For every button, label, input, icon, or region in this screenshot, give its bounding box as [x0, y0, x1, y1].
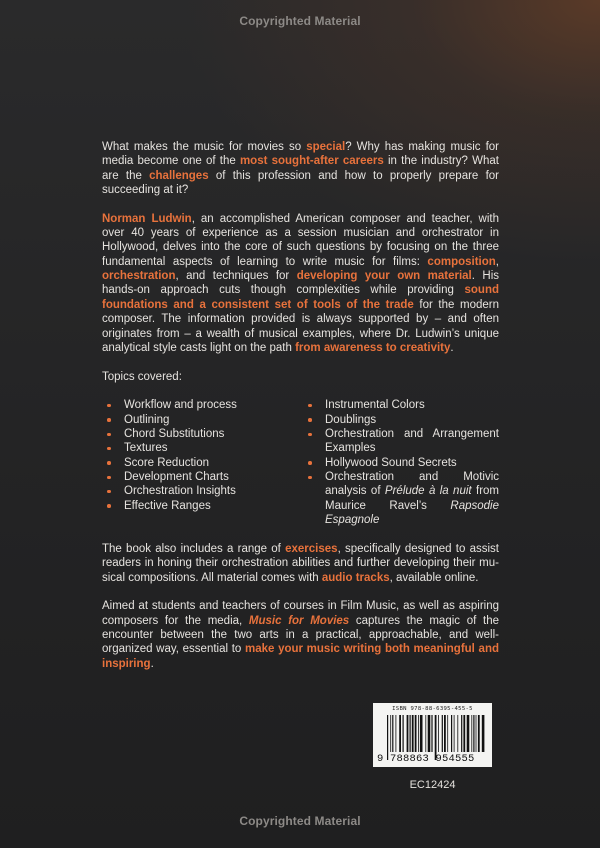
barcode-bar	[463, 715, 465, 752]
barcode-bar	[425, 715, 426, 752]
topic-item	[102, 456, 303, 470]
isbn-label: ISBN 978-88-6395-455-5	[392, 706, 473, 712]
bullet-icon	[107, 418, 111, 422]
topic-item	[102, 413, 303, 427]
text-segment: Outlining	[124, 413, 170, 426]
bullet-icon	[107, 404, 111, 408]
topics-column-right	[303, 398, 499, 527]
highlighted-text: orchestration	[102, 270, 176, 283]
back-cover-text	[102, 140, 499, 685]
highlighted-text: audio tracks	[321, 571, 390, 584]
topic-item	[102, 398, 303, 412]
topic-item	[102, 441, 303, 455]
barcode-bar	[410, 715, 411, 752]
highlighted-text: from awareness to creativity	[295, 341, 451, 354]
barcode-bar	[447, 715, 448, 752]
highlighted-text: exercises	[285, 542, 338, 555]
bullet-icon	[107, 504, 111, 508]
highlighted-text: most sought-after careers	[239, 155, 384, 168]
barcode-bar	[438, 715, 439, 752]
highlighted-text: Music for Movies	[248, 614, 350, 627]
barcode-bar	[442, 715, 443, 752]
text-segment: Hollywood Sound Secrets	[325, 456, 457, 469]
text-segment: . His hands-on approach cuts though complexities while providing	[102, 270, 499, 297]
barcode-bar	[471, 715, 472, 752]
text-segment: Effective Ranges	[124, 499, 211, 512]
barcode-bar	[390, 715, 391, 752]
barcode-bar	[444, 715, 446, 752]
highlighted-text: special	[306, 141, 346, 153]
topic-item	[303, 470, 499, 527]
topics-column-left	[102, 398, 303, 527]
barcode-bar	[461, 715, 462, 752]
highlighted-text: Rapsodie Espagnole	[325, 499, 499, 527]
topic-item	[303, 398, 499, 412]
barcode-digits: 9 788863 954555	[377, 753, 475, 765]
barcode-bar	[415, 715, 417, 752]
text-segment: Score Reduction	[124, 456, 210, 469]
topic-item	[303, 413, 499, 427]
bullet-icon	[107, 433, 111, 437]
highlighted-text: Norman Ludwin	[102, 212, 192, 225]
text-segment: .	[450, 341, 454, 354]
bullet-icon	[107, 447, 111, 451]
barcode-bar	[403, 715, 404, 752]
text-segment: Orchestration and Motivic analysis of	[325, 471, 499, 498]
text-segment: The book also includes a range of	[102, 542, 286, 555]
text-segment: , specifically designed to assist readers in honing their orchestration abilities and further developing their musical compositions. All material comes with	[102, 542, 499, 584]
text-segment: Orchestration and Arrangement Examples	[325, 428, 499, 455]
text-segment: ? Why has making music for media become one of the	[102, 141, 500, 168]
paragraph	[102, 599, 499, 671]
topic-item	[102, 427, 303, 441]
closing-paragraphs	[102, 542, 499, 671]
bullet-icon	[308, 433, 312, 437]
topic-item	[102, 484, 303, 498]
paragraph	[102, 542, 499, 585]
text-segment: Instrumental Colors	[325, 399, 425, 412]
topic-item	[303, 456, 499, 470]
text-segment: Chord Substitutions	[124, 428, 225, 441]
barcode-bar	[412, 715, 414, 752]
paragraph	[102, 212, 499, 355]
barcode-bar	[399, 715, 401, 752]
barcode-bar	[476, 715, 477, 752]
topic-item	[303, 427, 499, 456]
barcode-bar	[428, 715, 431, 752]
highlighted-text: challenges	[149, 169, 209, 182]
copyright-watermark-top: Copyrighted Material	[239, 14, 361, 28]
bullet-icon	[107, 461, 111, 465]
highlighted-text: Prélude à la nuit	[384, 485, 472, 498]
barcode-bar	[478, 715, 480, 752]
barcode-bar	[482, 715, 485, 752]
text-segment: for the modern composer. The information provided is always supported by – and often originates from – a wealth of musical examples, where Dr. Ludwin’s unique analytical style casts light on the path	[102, 298, 500, 354]
text-segment: , available online.	[389, 571, 479, 584]
barcode-bar	[473, 715, 474, 752]
barcode-bar	[407, 715, 409, 752]
text-segment: Workflow and process	[124, 399, 237, 412]
text-segment: captures the magic of the encounter between the two arts in a practical, approachable, and well-organized way, essential to	[102, 614, 499, 656]
barcode-bar	[392, 715, 393, 752]
bullet-icon	[308, 461, 312, 465]
highlighted-text: make your music writing both meaningful and inspiring	[102, 643, 500, 670]
barcode-bar	[431, 715, 432, 752]
text-segment: Development Charts	[124, 471, 229, 484]
text-segment: .	[150, 657, 154, 670]
barcode-bar	[457, 715, 458, 752]
barcode-bar	[451, 715, 452, 752]
topic-item	[102, 499, 303, 513]
topics-heading: Topics covered:	[102, 370, 182, 383]
text-segment: from Maurice Ravel’s	[325, 485, 499, 512]
bullet-icon	[107, 476, 111, 480]
text-segment: , an accomplished American composer and teacher, with over 40 years of experience as a session musician and orchestrator in Hollywood, delves into the core of such questions by focusing on the three fundamental aspects of learning to write music for films:	[102, 212, 500, 268]
intro-paragraphs	[102, 140, 499, 355]
barcode-bar	[418, 715, 419, 752]
bullet-icon	[308, 476, 312, 480]
barcode-bar	[467, 715, 470, 752]
barcode-bar	[420, 715, 423, 752]
isbn-barcode	[373, 703, 492, 767]
text-segment: Aimed at students and teachers of courses in Film Music, as well as aspiring composers for the media,	[102, 600, 499, 627]
highlighted-text: sound foundations and a consistent set of tools of the trade	[102, 284, 499, 311]
highlighted-text: composition	[427, 255, 496, 268]
text-segment: What makes the music for movies so	[102, 141, 307, 153]
text-segment: Textures	[124, 442, 168, 455]
bullet-icon	[308, 418, 312, 422]
topic-item	[102, 470, 303, 484]
paragraph	[102, 140, 499, 197]
text-segment: , and techniques for	[175, 270, 297, 283]
text-segment: Orchestration Insights	[124, 485, 236, 498]
text-segment: of this profession and how to properly prepare for succeeding at it?	[102, 169, 500, 197]
topics-list	[102, 398, 499, 527]
text-segment: Doublings	[325, 413, 377, 426]
bullet-icon	[308, 404, 312, 408]
text-segment: in the industry? What are the	[102, 155, 499, 182]
highlighted-text: developing your own material	[296, 270, 472, 283]
copyright-watermark-bottom: Copyrighted Material	[239, 814, 361, 828]
text-segment: ,	[495, 255, 499, 268]
product-code: EC12424	[409, 779, 456, 791]
bullet-icon	[107, 490, 111, 494]
barcode-bar	[396, 715, 397, 752]
barcode-bar	[454, 715, 455, 752]
